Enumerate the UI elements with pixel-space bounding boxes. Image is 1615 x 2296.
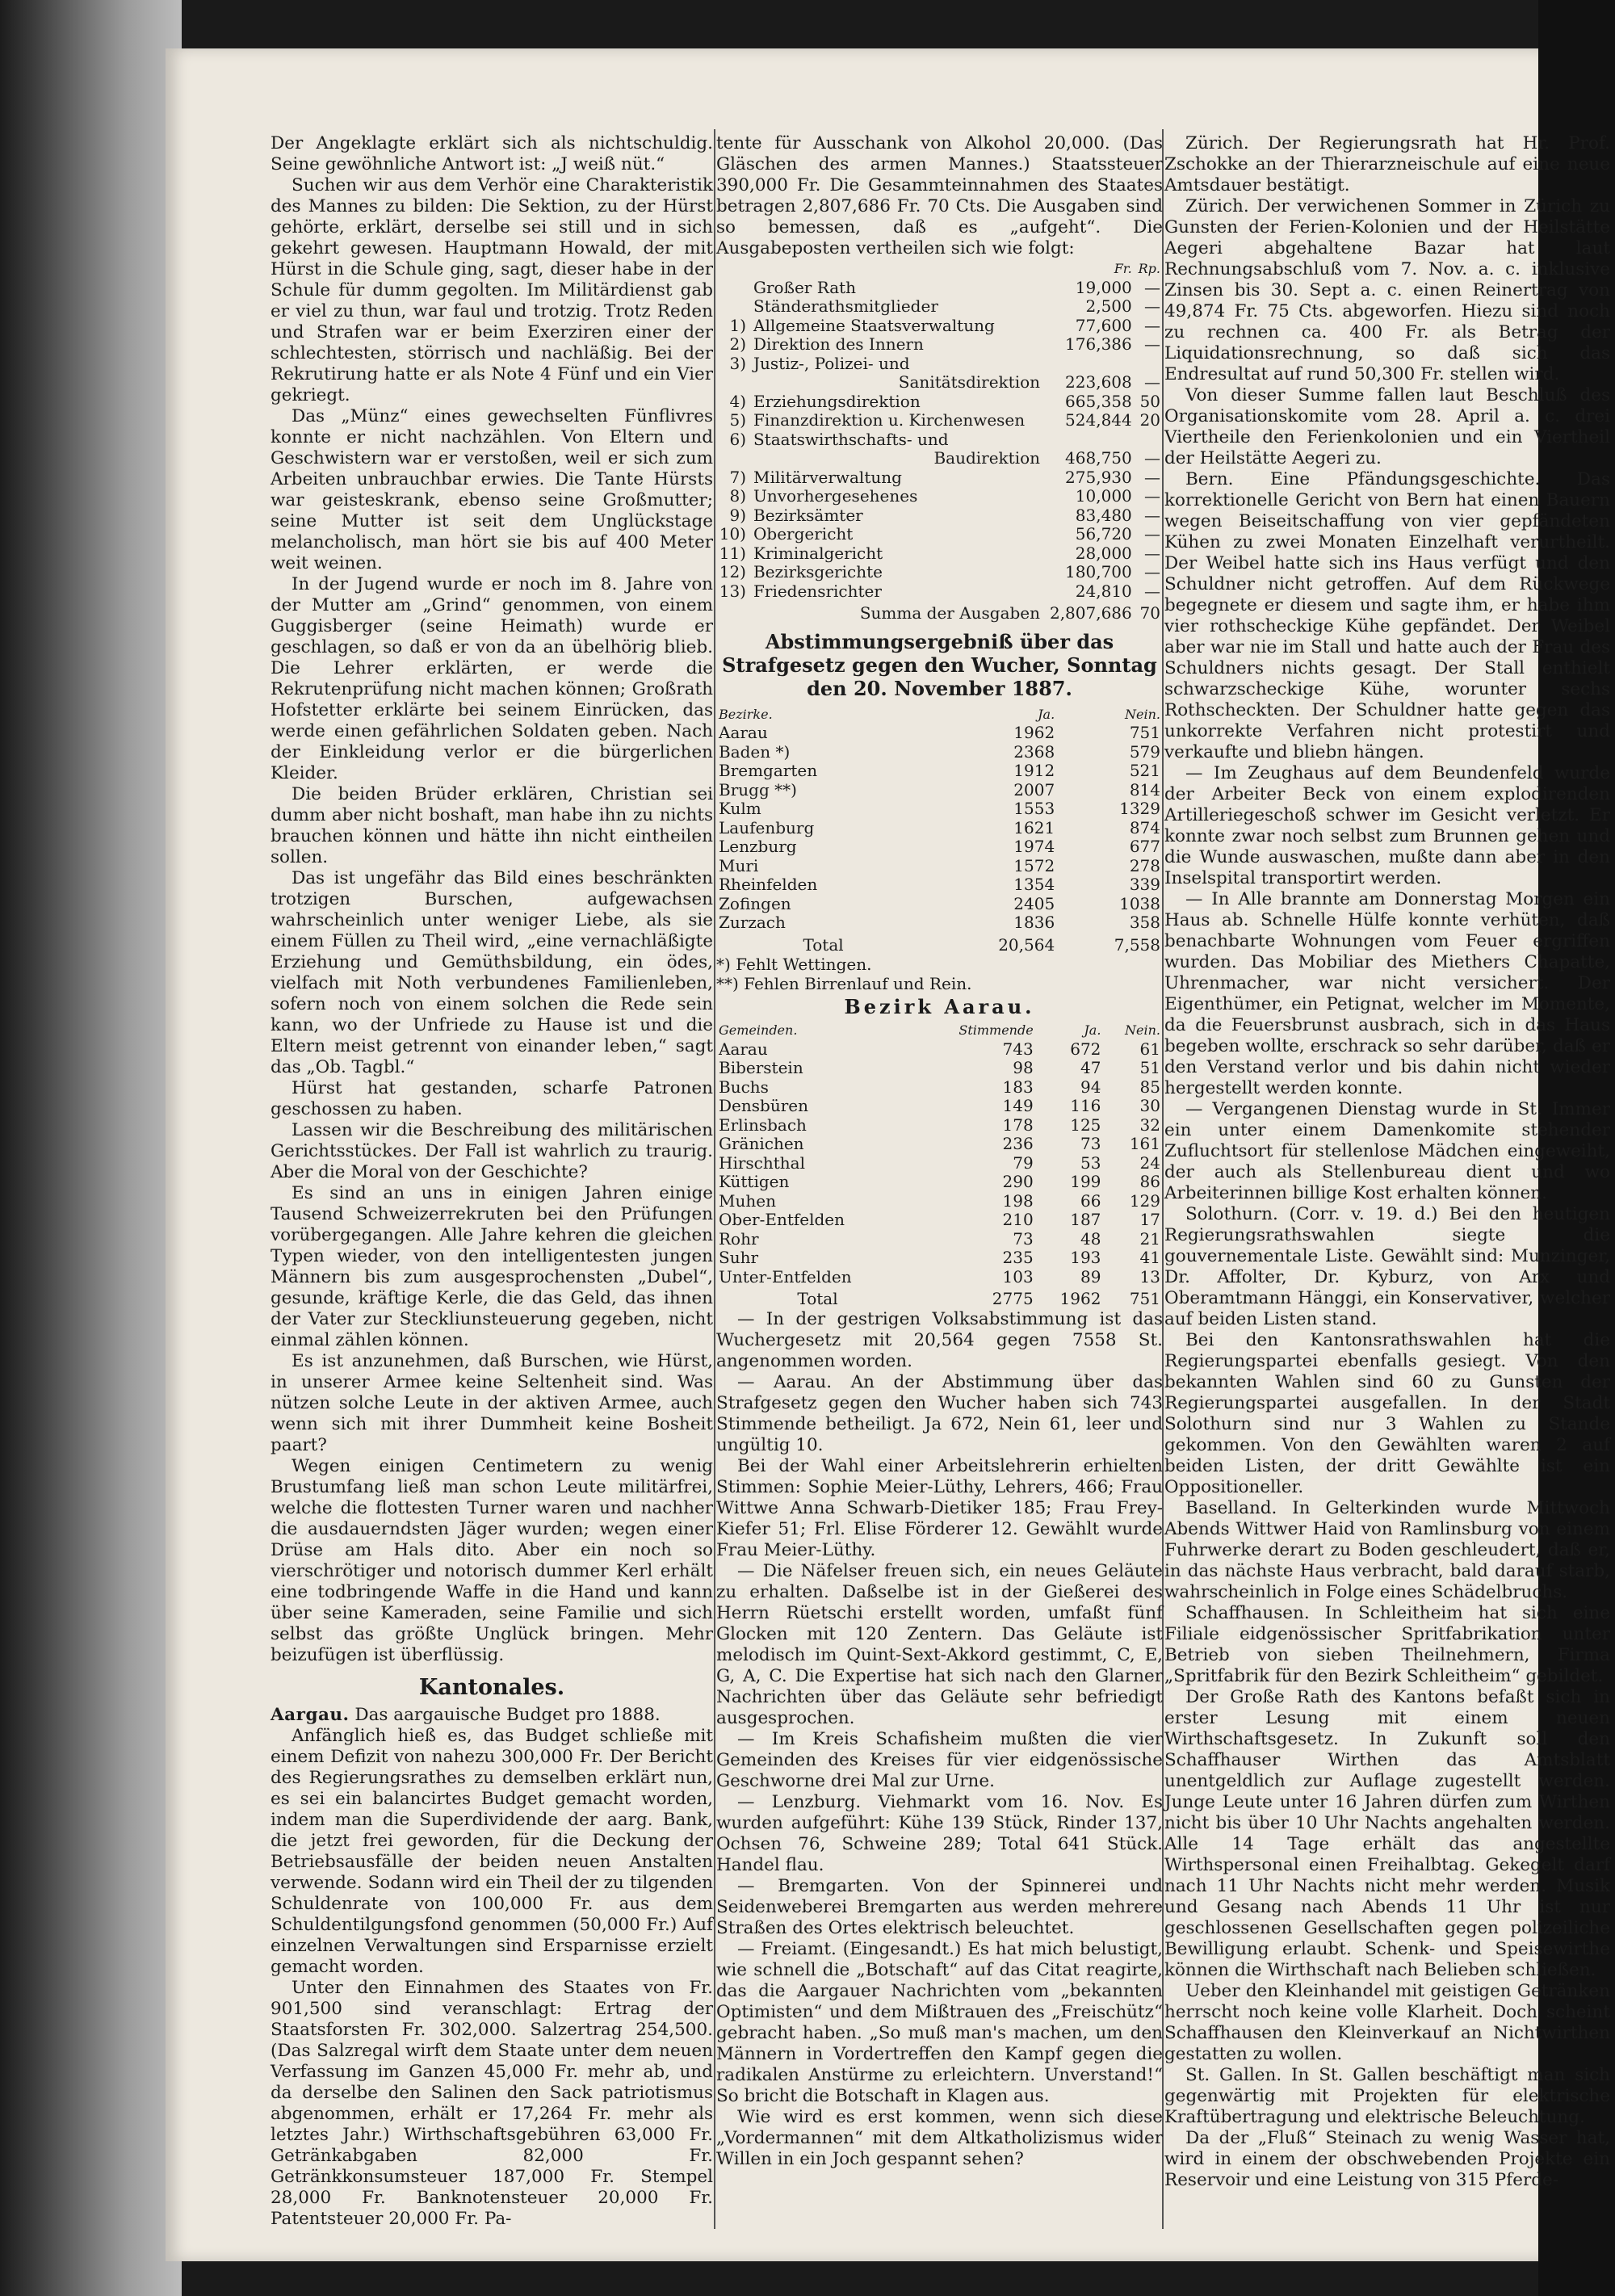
aarau-row: Hirschthal 79 53 24 [719, 1152, 1160, 1173]
paragraph: Anfänglich hieß es, das Budget schließe mit einem Defizit von nahezu 300,000 Fr. Der Bericht des Regierungsrathes zu demselben erklärt nun, es sei ein balancirtes Budget gemacht worden, indem man die Superdividende der aarg. Bank, die jetzt frei geworden, für die Deckung der Betriebsausfälle der beiden neuen Anstalten verwende. Sodann wird ein Theil der zu tilgenden Schuldenrate von 100,000 Fr. aus dem Schuldentilgungsfond genommen (50,000 Fr.) Auf einzelnen Verwaltungen sind Ersparnisse erzielt gemacht worden. [271, 1726, 713, 1977]
region-heading: Aargau. [271, 1705, 350, 1725]
paragraph: tente für Ausschank von Alkohol 20,000. (Das Gläschen des armen Mannes.) Staatssteuer 390,000 Fr. Die Gesammteinnahmen des Staates betragen 2,807,686 Fr. 70 Cts. Die Ausgaben sind so bemessen, daß es „aufgeht“. Die Ausgabeposten vertheilen sich wie folgt: [716, 133, 1163, 258]
paragraph: — Lenzburg. Viehmarkt vom 16. Nov. Es wurden aufgeführt: Kühe 139 Stück, Rinder 137, Ochsen 76, Schweine 289; Total 641 Stück. Handel flau. [716, 1791, 1163, 1875]
footnote: *) Fehlt Wettingen. [716, 955, 872, 974]
district-title: Bezirk Aarau. [844, 995, 1035, 1018]
paragraph: In der Jugend wurde er noch im 8. Jahre von der Mutter am „Grind“ genommen, von einem Guggisberger (seine Heimath) wurde er geschlagen, so daß er von da an übelhörig blieb. Die Lehrer erklärten, er werde die Rekrutenprüfung nicht machen können; Großrath Hofstetter erklärte bei seinem Einrücken, das werde einen gefährlichen Soldaten geben. Nach der Einkleidung verlor er die bürgerlichen Kleider. [271, 574, 713, 783]
vote-title: Abstimmungsergebniß über das Strafgesetz gegen den Wucher, Sonntag den 20. November 1887. [722, 629, 1157, 700]
paragraph: — Im Kreis Schafisheim mußten die vier Gemeinden des Kreises für vier eidgenössische Geschworne drei Mal zur Urne. [716, 1728, 1163, 1791]
budget-row: Ständerathsmitglieder 2,500 — [753, 296, 1160, 316]
aarau-table [716, 1021, 1163, 1309]
budget-row: 13) Friedensrichter 24,810 — [719, 581, 1160, 601]
vote-row: Zurzach 1836 358 [719, 913, 1160, 932]
column-rule [714, 129, 715, 2229]
vote-row: Baden *) 2368 579 [719, 741, 1160, 762]
column-3 [1164, 133, 1610, 2191]
vote-row: Kulm 1553 1329 [719, 799, 1160, 818]
paragraph: Bei den Kantonsrathswahlen hat die Regierungspartei ebenfalls gesiegt. Von den bekannten Wahlen sind 60 zu Gunsten der Regierungspartei ausgefallen. In der Stadt Solothurn sind nur 3 Wahlen zu Stande gekommen. Von den Gewählten waren 2 auf beiden Listen, der dritt Gewählte ist ein Oppositioneller. [1164, 1330, 1610, 1497]
paragraph: Bern. Eine Pfändungsgeschichte. Das korrektionelle Gericht von Bern hat einen Bauern wegen Beiseitschaffung von vier gepfändeten Kühen zu zwei Monaten Einzelhaft verurtheilt. Der Weibel hatte sich ins Haus verfügt und den Schuldner nicht getroffen. Auf dem Rückwege begegnete er diesem und sagte ihm, er habe ihm vier rothscheckige Kühe gepfändet. Der Weibel aber war nie im Stall und hatte auch der Frau des Schuldners nichts gesagt. Der Stall enthielt schwarzscheckige Kühe, worunter sechs Rothscheckten. Der Schuldner hatte gegen das unkorrekte Verfahren nicht protestirt und verkaufte und bliebn hängen. [1164, 469, 1610, 762]
paragraph: Solothurn. (Corr. v. 19. d.) Bei den heutigen Regierungsrathswahlen siegte die gouvernementale Liste. Gewählt sind: Munzinger, Dr. Affolter, Dr. Kyburz, von Arx und Oberamtmann Hänggi, ein Konservativer, welcher auf beiden Listen stand. [1164, 1204, 1610, 1329]
footnote: **) Fehlen Birrenlauf und Rein. [716, 974, 972, 993]
aarau-header-row: Gemeinden. Stimmende Ja. Nein. [719, 1022, 1160, 1038]
paragraph: Der Angeklagte erklärt sich als nichtschuldig. Seine gewöhnliche Antwort ist: „J weiß nüt.“ [271, 133, 713, 174]
budget-row: 6) Staatswirthschafts- und [729, 429, 949, 449]
paragraph: Das „Münz“ eines gewechselten Fünflivres konnte er nicht nachzählen. Von Eltern und Geschwistern war er verstoßen, weil er sich zum Arbeiten unbrauchbar erwies. Die Tante Hürsts war geisteskrank, ebenso seine Großmutter; seine Mutter ist seit dem Unglückstage melancholisch, man hört sie bis auf 400 Meter weit weinen. [271, 406, 713, 573]
budget-row: 9) Bezirksämter 83,480 — [729, 505, 1160, 525]
paragraph: Zürich. Der verwichenen Sommer in Zürich zu Gunsten der Ferien-Kolonien und der Heilstätte Aegeri abgehaltene Bazar hat laut Rechnungsabschluß vom 7. Nov. a. c. inklusive Zinsen bis 30. Sept a. c. einen Reinertrag von 49,874 Fr. 75 Cts. abgeworfen. Hiezu sind noch zu rechnen ca. 400 Fr. als Betrag der Liquidationsrechnung, so daß sich das Endresultat auf rund 50,300 Fr. stellen wird. [1164, 196, 1610, 384]
aarau-row: Ober-Entfelden 210 187 17 [719, 1210, 1160, 1229]
budget-row: 2) Direktion des Innern 176,386 — [729, 334, 1160, 354]
paragraph: Hürst hat gestanden, scharfe Patronen geschossen zu haben. [271, 1078, 713, 1119]
vote-row: Laufenburg 1621 874 [719, 817, 1160, 837]
paragraph: Suchen wir aus dem Verhör eine Charakteristik des Mannes zu bilden: Die Sektion, zu der Hürst gehörte, erklärt, derselbe sei still und in sich gekehrt gewesen. Hauptmann Howald, der mit Hürst in die Schule ging, sagt, dieser habe in der Schule für dumm gegolten. Im Militärdienst gab er viel zu thun, war faul und trotzig. Trotz Reden und Strafen war er beim Exerziren einer der schlechtesten, störrisch und nachläßig. Bei der Rekrutirung hatte er als Note 4 Fünf und ein Vier gekriegt. [271, 175, 713, 405]
budget-row: 1) Allgemeine Staatsverwaltung 77,600 — [729, 315, 1160, 335]
paragraph: Unter den Einnahmen des Staates von Fr. 901,500 sind veranschlagt: Ertrag der Staatsforsten Fr. 302,000. Salzertrag 254,500. (Das Salzregal wirft dem Staate unter dem neuen Verfassung im Ganzen 45,000 Fr. mehr ab, und da derselbe den Salinen den Sack patriotismus abgenommen, erhält er 17,264 Fr. mehr als letztes Jahr.) Wirthschaftsgebühren 63,000 Fr. Getränkabgaben 82,000 Fr. Getränkkonsumsteuer 187,000 Fr. Stempel 28,000 Fr. Banknotensteuer 20,000 Fr. Patentsteuer 20,000 Fr. Pa- [271, 1978, 713, 2229]
vote-row: Zofingen 2405 1038 [719, 893, 1160, 913]
budget-row: 12) Bezirksgerichte 180,700 — [719, 562, 1160, 581]
paragraph: Zürich. Der Regierungsrath hat Hr. Prof. Zschokke an der Thierarzneischule auf eine neue Amtsdauer bestätigt. [1164, 133, 1610, 195]
budget-table [716, 259, 1163, 623]
vote-row: Aarau 1962 751 [719, 723, 1160, 742]
paragraph: Die beiden Brüder erklären, Christian sei dumm aber nicht boshaft, man habe ihn zu nichts brauchen können und hätte ihn nicht eintheilen sollen. [271, 784, 713, 867]
paragraph: Es ist anzunehmen, daß Burschen, wie Hürst, in unserer Armee keine Seltenheit sind. Was nützen solche Leute in der aktiven Armee, auch wenn sich mit ihrer Dummheit keine Bosheit paart? [271, 1351, 713, 1455]
budget-row: 11) Kriminalgericht 28,000 — [719, 543, 1160, 563]
paragraph: Von dieser Summe fallen laut Beschluß des Organisationskomite vom 28. April a. c. drei Viertheile den Ferienkolonien und ein Viertheil der Heilstätte Aegeri zu. [1164, 385, 1610, 468]
budget-row: Baudirektion 468,750 — [933, 448, 1160, 468]
paragraph: — In Alle brannte am Donnerstag Morgen ein Haus ab. Schnelle Hülfe konnte verhüten, daß benachbarte Wohnungen vom Feuer ergriffen wurden. Das Mobiliar des Miethers Chapatte, Uhrenmacher, war nicht versichert. Der Eigenthümer, ein Petignat, welcher im Momente, da die Feuersbrunst ausbrach, sich in das Haus begeben wollte, erschrack so sehr darüber, daß er den Verstand verlor und bis dahin nicht wieder hergestellt werden konnte. [1164, 889, 1610, 1098]
budget-row: 8) Unvorhergesehenes 10,000 — [729, 486, 1160, 506]
aarau-row: Küttigen 290 199 86 [719, 1172, 1160, 1191]
paragraph: Bei der Wahl einer Arbeitslehrerin erhielten Stimmen: Sophie Meier-Lüthy, Lehrers, 466; Frau Wittwe Anna Schwarb-Dietiker 185; Frau Frey-Kiefer 51; Frl. Elise Förderer 12. Gewählt wurde Frau Meier-Lüthy. [716, 1455, 1163, 1560]
budget-row: 7) Militärverwaltung 275,930 — [729, 467, 1160, 487]
paragraph: Baselland. In Gelterkinden wurde Mittwoch Abends Wittwer Haid von Ramlinsburg von einem Fuhrwerke derart zu Boden geschleudert, daß er, in das nächste Haus verbracht, bald darauf starb, wahrscheinlich in Folge eines Schädelbruchs. [1164, 1498, 1610, 1602]
paragraph: Schaffhausen. In Schleitheim hat sich eine Filiale eidgenössischer Spritfabrikation unter Betrieb von sieben Theilnehmern, Firma „Spritfabrik für den Bezirk Schleitheim“ gebildet. [1164, 1603, 1610, 1686]
vote-row: Lenzburg 1974 677 [719, 837, 1160, 856]
budget-row: Sanitätsdirektion 223,608 — [898, 372, 1160, 392]
aarau-row: Erlinsbach 178 125 32 [719, 1114, 1160, 1135]
aarau-row: Gränichen 236 73 161 [719, 1134, 1160, 1153]
aargau-paragraph [271, 1705, 713, 1726]
column-1 [271, 133, 713, 2230]
aarau-row: Unter-Entfelden 103 89 13 [719, 1266, 1160, 1287]
aarau-row: Rohr 73 48 21 [719, 1228, 1160, 1249]
budget-row: 10) Obergericht 56,720 — [719, 524, 1160, 544]
vote-header-row: Bezirke. Ja. Nein. [719, 706, 1160, 722]
budget-row: 3) Justiz-, Polizei- und [729, 353, 910, 373]
aarau-row: Muhen 198 66 129 [719, 1190, 1160, 1211]
column-2 [716, 133, 1163, 2170]
aarau-row: Densbüren 149 116 30 [719, 1096, 1160, 1115]
vote-total-row: Total 20,564 7,558 [803, 934, 1160, 955]
paragraph: Da der „Fluß“ Steinach zu wenig Wasser hat, wird in einem der obschwebenden Projekte ein Reservoir und eine Leistung von 315 Pferde- [1164, 2128, 1610, 2190]
aarau-row: Suhr 235 193 41 [719, 1248, 1160, 1267]
paragraph: — Im Zeughaus auf dem Beundenfeld wurde der Arbeiter Beck von einem explodirenden Artilleriegeschoß schwer im Gesicht verletzt. Er konnte zwar noch selbst zum Brunnen gehen und die Wunde auswaschen, mußte dann aber in den Inselspital transportirt werden. [1164, 763, 1610, 888]
newspaper-page [166, 48, 1610, 2261]
column-header: Rp. [1138, 261, 1160, 276]
paragraph: Lassen wir die Beschreibung des militärischen Gerichtsstückes. Der Fall ist wahrlich zu traurig. Aber die Moral von der Geschichte? [271, 1120, 713, 1182]
paragraph: Wie wird es erst kommen, wenn sich diese „Vordermannen“ mit dem Altkatholizismus wider Willen in ein Joch gespannt sehen? [716, 2106, 1163, 2169]
paragraph: — Vergangenen Dienstag wurde in St. Immer ein unter einem Damenkomite stehender Zufluchtsort für stellenlose Mädchen eingeweiht, der auch als Stellenbureau dient und wo Arbeiterinnen billige Kost erhalten können. [1164, 1099, 1610, 1203]
paragraph: Wegen einigen Centimetern zu wenig Brustumfang ließ man schon Leute militärfrei, welche die flottesten Turner waren und nachher die ausdauerndsten Jäger wurden; wegen einer Drüse am Hals dito. Aber ein noch so vierschrötiger und notorisch dummer Kerl erhält eine todbringende Waffe in die Hand und kann über seine Kameraden, seine Familie und sich selbst das größte Unglück bringen. Mehr beizufügen ist überflüssig. [271, 1456, 713, 1665]
aarau-row: Buchs 183 94 85 [719, 1077, 1160, 1097]
budget-row: 5) Finanzdirektion u. Kirchenwesen 524,844 20 [729, 410, 1160, 430]
paragraph: Ueber den Kleinhandel mit geistigen Getränken herrscht noch keine volle Klarheit. Doch scheint Schaffhausen den Kleinverkauf an Nichtwirthen gestatten zu wollen. [1164, 1981, 1610, 2064]
paragraph: — Die Näfelser freuen sich, ein neues Geläute zu erhalten. Daßselbe ist in der Gießerei des Herrn Rüetschi erstellt worden, umfaßt fünf Glocken mit 120 Zentern. Das Geläute ist melodisch im Quint-Sext-Akkord gestimmt, C, E, G, A, C. Die Expertise hat sich nach den Glarner Nachrichten über das Geläute sehr befriedigt ausgesprochen. [716, 1560, 1163, 1728]
column-header: Fr. [1114, 261, 1132, 276]
paragraph: — Aarau. An der Abstimmung über das Strafgesetz gegen den Wucher haben sich 743 Stimmende betheiligt. Ja 672, Nein 61, leer und ungültig 10. [716, 1371, 1163, 1455]
budget-row: Großer Rath 19,000 — [753, 277, 1160, 297]
aargau-intro: Das aargauische Budget pro 1888. [354, 1705, 661, 1725]
section-title: Kantonales. [418, 1675, 565, 1700]
paragraph: Es sind an uns in einigen Jahren einige Tausend Schweizerrekruten bei den Prüfungen vorübergegangen. Alle Jahre kehren die gleichen Typen wieder, von den intelligentesten jungen Männern bis zum ausgesprochensten „Dubel“, gesunde, kräftige Kerle, die das Geld, das ihnen der Vater zur Steckliunsteuerung gegeben, nicht einmal zählen können. [271, 1183, 713, 1350]
budget-total-row: Summa der Ausgaben 2,807,686 70 [859, 603, 1160, 623]
vote-table [716, 705, 1163, 955]
vote-row: Rheinfelden 1354 339 [719, 875, 1160, 894]
paragraph: Der Große Rath des Kantons befaßt sich in erster Lesung mit einem neuen Wirthschaftsgesetz. In Zukunft soll den Schaffhauser Wirthen das Amtsblatt unentgeldlich zur Auflage zugestellt werden. Junge Leute unter 16 Jahren dürfen zum Wirthen nicht bis über 10 Uhr Nachts angehalten werden. Alle 14 Tage erhält das angestellte Wirthspersonal einen Freihalbtag. Gekegelt darf nach 11 Uhr Nachts nicht mehr werden. Musik und Gesang nach Abends 11 Uhr ist nur geschlossenen Gesellschaften gegen polizeiliche Bewilligung erlaubt. Schenk- und Speisewirthe können die Wirthschaft nach Belieben schließen. [1164, 1687, 1610, 1980]
budget-row: 4) Erziehungsdirektion 665,358 50 [729, 391, 1160, 411]
aarau-row: Aarau 743 672 61 [719, 1039, 1160, 1059]
paragraph: St. Gallen. In St. Gallen beschäftigt man sich gegenwärtig mit Projekten für elektrische Kraftübertragung und elektrische Beleuchtung. [1164, 2065, 1610, 2127]
paragraph: — Bremgarten. Von der Spinnerei und Seidenweberei Bremgarten aus werden mehrere Straßen des Ortes elektrisch beleuchtet. [716, 1875, 1163, 1938]
paragraph: Das ist ungefähr das Bild eines beschränkten trotzigen Burschen, aufgewachsen wahrscheinlich unter weniger Liebe, als sie einem Füllen zu Theil wird, „eine vernachläßigte Erziehung und Gemüthsbildung, ein ödes, vielfach mit Noth verbundenes Familienleben, sofern noch von einem solchen die Rede sein kann, wo der Unfriede zu Hause ist und die Eltern meist getrennt von einander leben,“ sagt das „Ob. Tagbl.“ [271, 868, 713, 1077]
vote-row: Muri 1572 278 [719, 855, 1160, 875]
vote-row: Brugg **) 2007 814 [719, 779, 1160, 800]
aarau-total-row: Total 2775 1962 751 [797, 1289, 1160, 1308]
paragraph: — Freiamt. (Eingesandt.) Es hat mich belustigt, wie schnell die „Botschaft“ auf das Citat reagirte, das die Aargauer Nachrichten vom „bekannten Optimisten“ und dem Mißtrauen des „Freischütz“ gebracht haben. „So muß man's machen, um den Männern in Vordertreffen den Kampf gegen die radikalen Anstürme zu erleichtern. Unverstand!“ So bricht die Botschaft in Klagen aus. [716, 1938, 1163, 2106]
paragraph: — In der gestrigen Volksabstimmung ist das Wuchergesetz mit 20,564 gegen 7558 St. angenommen worden. [716, 1308, 1163, 1371]
aarau-row: Biberstein 98 47 51 [719, 1058, 1160, 1077]
book-spine [0, 0, 182, 2296]
vote-row: Bremgarten 1912 521 [719, 761, 1160, 780]
budget-header-row [716, 259, 1163, 279]
